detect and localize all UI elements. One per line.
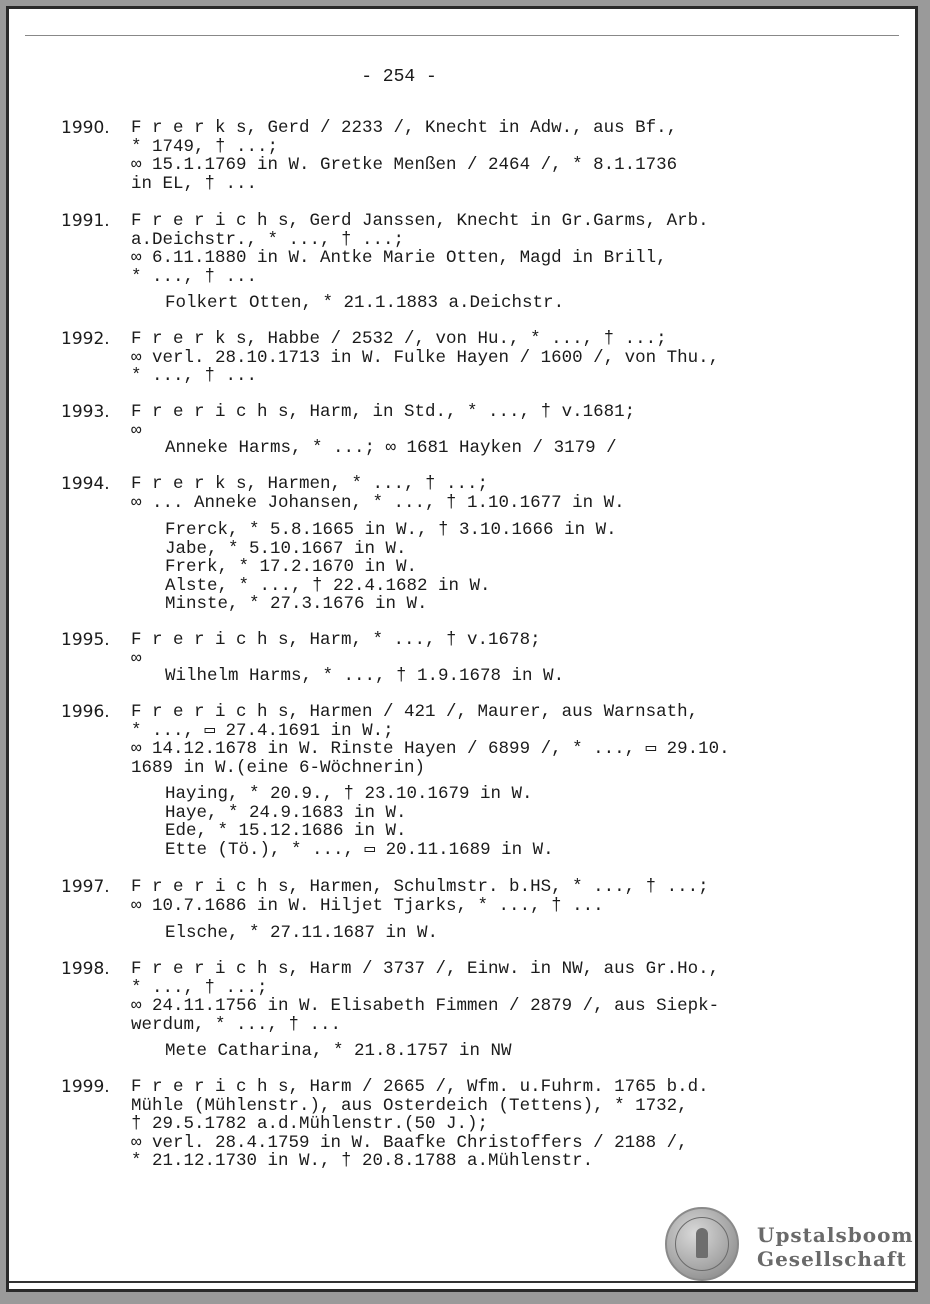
entry-line: F r e r k s, Habbe / 2532 /, von Hu., * ..., † ...;	[131, 329, 667, 349]
entry-line: ∞	[131, 420, 142, 441]
child-line: Jabe, * 5.10.1667 in W.	[165, 538, 407, 559]
child-line: Folkert Otten, * 21.1.1883 a.Deichstr.	[165, 293, 565, 313]
entry-number: 1993.	[61, 402, 110, 422]
child-line: Elsche, * 27.11.1687 in W.	[165, 923, 439, 943]
entry-line: * ..., † ...;	[131, 977, 268, 998]
entry-line: * ..., ▭ 27.4.1691 in W.;	[131, 720, 394, 741]
society-seal-icon	[665, 1207, 739, 1281]
watermark-logo	[757, 1223, 914, 1271]
page-number: - 254 -	[361, 67, 437, 87]
entry-line: F r e r i c h s, Harm, * ..., † v.1678;	[131, 630, 541, 650]
entry-number: 1996.	[61, 702, 110, 722]
entry-line: 1689 in W.(eine 6-Wöchnerin)	[131, 757, 426, 778]
entry-line: ∞ ... Anneke Johansen, * ..., † 1.10.1677 in W.	[131, 492, 625, 513]
bottom-rule	[9, 1281, 915, 1283]
watermark-line-2: Gesellschaft	[757, 1247, 907, 1271]
entry-line: ∞ 6.11.1880 in W. Antke Marie Otten, Magd in Brill,	[131, 248, 667, 268]
entry-line: F r e r i c h s, Harmen / 421 /, Maurer, aus Warnsath,	[131, 702, 699, 722]
entry-line: F r e r k s, Gerd / 2233 /, Knecht in Adw., aus Bf.,	[131, 118, 678, 138]
entry-number: 1994.	[61, 474, 110, 494]
entry-line: * ..., † ...	[131, 266, 258, 287]
document-page	[6, 6, 918, 1292]
entry-line: ∞ verl. 28.4.1759 in W. Baafke Christoffers / 2188 /,	[131, 1132, 688, 1153]
watermark-line-1: Upstalsboom	[757, 1223, 914, 1247]
child-line: Minste, * 27.3.1676 in W.	[165, 594, 428, 614]
entry-number: 1995.	[61, 630, 110, 650]
entry-line: werdum, * ..., † ...	[131, 1014, 342, 1035]
entry-line: † 29.5.1782 a.d.Mühlenstr.(50 J.);	[131, 1114, 489, 1134]
child-line: Alste, * ..., † 22.4.1682 in W.	[165, 575, 491, 596]
child-line: Haying, * 20.9., † 23.10.1679 in W.	[165, 784, 533, 804]
entry-line: F r e r i c h s, Harm, in Std., * ..., † v.1681;	[131, 402, 636, 422]
entry-line: F r e r i c h s, Gerd Janssen, Knecht in Gr.Garms, Arb.	[131, 211, 709, 231]
entry-line: ∞ verl. 28.10.1713 in W. Fulke Hayen / 1600 /, von Thu.,	[131, 347, 720, 368]
entry-number: 1990.	[61, 118, 110, 138]
child-line: Anneke Harms, * ...; ∞ 1681 Hayken / 3179 /	[165, 438, 617, 458]
entry-number: 1998.	[61, 959, 110, 979]
entry-number: 1997.	[61, 877, 110, 897]
entry-line: * 21.12.1730 in W., † 20.8.1788 a.Mühlenstr.	[131, 1151, 594, 1171]
entry-number: 1991.	[61, 211, 110, 231]
entry-line: * ..., † ...	[131, 366, 258, 386]
entry-line: ∞	[131, 648, 142, 669]
entry-line: F r e r k s, Harmen, * ..., † ...;	[131, 474, 489, 494]
child-line: Wilhelm Harms, * ..., † 1.9.1678 in W.	[165, 666, 565, 686]
entry-number: 1999.	[61, 1077, 110, 1097]
entry-line: F r e r i c h s, Harm / 3737 /, Einw. in NW, aus Gr.Ho.,	[131, 959, 720, 979]
entry-line: ∞ 24.11.1756 in W. Elisabeth Fimmen / 2879 /, aus Siepk-	[131, 996, 720, 1016]
entry-line: F r e r i c h s, Harm / 2665 /, Wfm. u.Fuhrm. 1765 b.d.	[131, 1077, 709, 1097]
entry-line: ∞ 15.1.1769 in W. Gretke Menßen / 2464 /, * 8.1.1736	[131, 155, 678, 175]
entry-line: ∞ 10.7.1686 in W. Hiljet Tjarks, * ..., † ...	[131, 895, 604, 916]
entry-line: Mühle (Mühlenstr.), aus Osterdeich (Tettens), * 1732,	[131, 1095, 688, 1116]
entry-number: 1992.	[61, 329, 110, 349]
child-line: Frerk, * 17.2.1670 in W.	[165, 557, 418, 577]
child-line: Haye, * 24.9.1683 in W.	[165, 802, 407, 823]
child-line: Mete Catharina, * 21.8.1757 in NW	[165, 1041, 512, 1061]
entry-line: F r e r i c h s, Harmen, Schulmstr. b.HS, * ..., † ...;	[131, 877, 709, 897]
child-line: Ette (Tö.), * ..., ▭ 20.11.1689 in W.	[165, 839, 554, 860]
entry-list	[9, 9, 915, 1289]
entry-line: ∞ 14.12.1678 in W. Rinste Hayen / 6899 /, * ..., ▭ 29.10.	[131, 739, 730, 759]
child-line: Frerck, * 5.8.1665 in W., † 3.10.1666 in W.	[165, 520, 617, 540]
entry-line: * 1749, † ...;	[131, 136, 279, 157]
entry-line: a.Deichstr., * ..., † ...;	[131, 229, 405, 250]
child-line: Ede, * 15.12.1686 in W.	[165, 821, 407, 841]
entry-line: in EL, † ...	[131, 173, 258, 194]
